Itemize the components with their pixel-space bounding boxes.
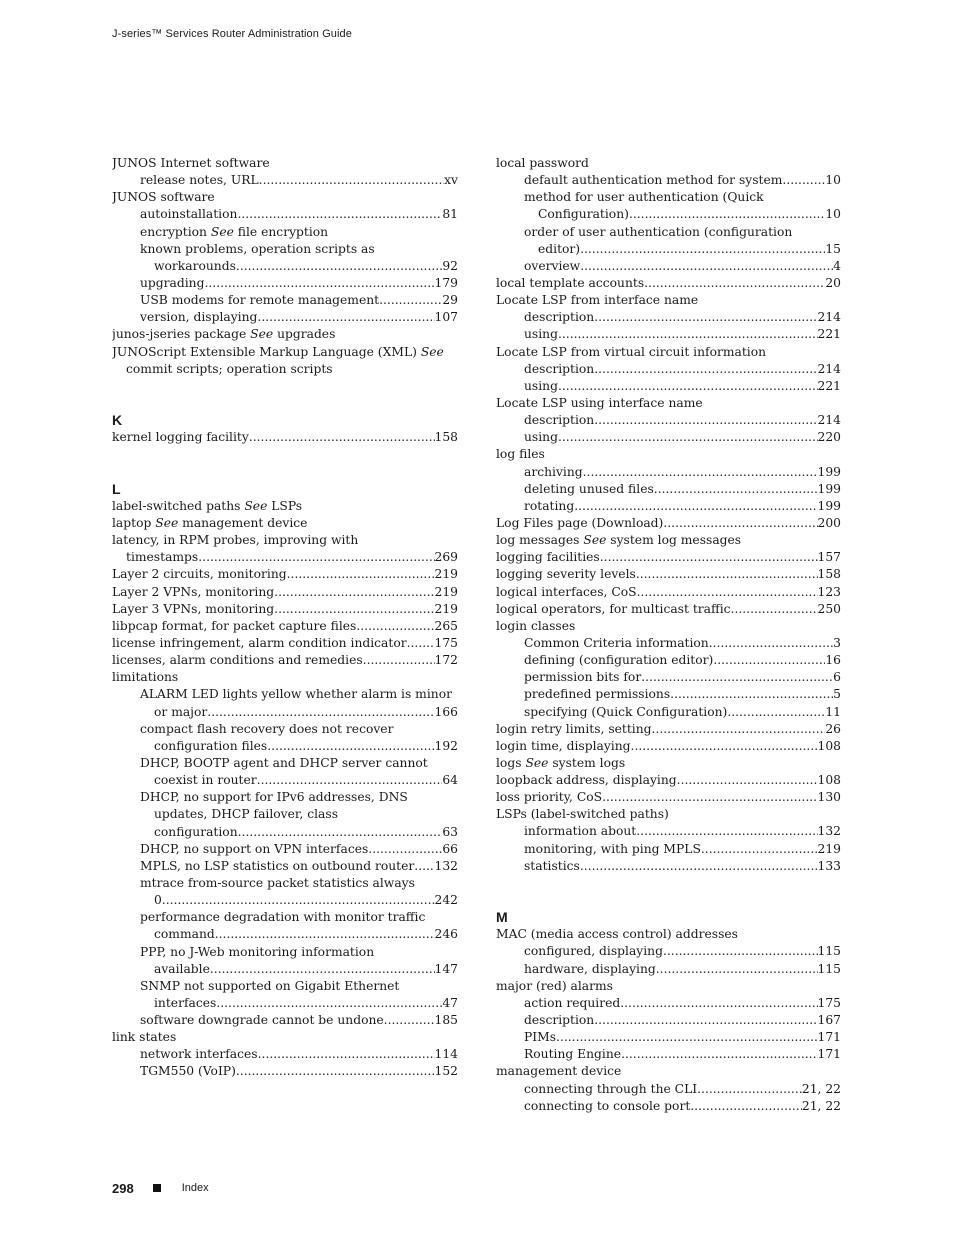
index-subentry: statistics ..... 133 xyxy=(496,858,841,875)
index-subentry: encryption See file encryption xyxy=(140,224,329,239)
index-subentry: Common Criteria information ..... 3 xyxy=(496,635,841,652)
index-entry: JUNOS Internet software xyxy=(112,156,270,170)
index-entry: junos-jseries package See upgrades xyxy=(112,327,336,342)
index-entry: major (red) alarms xyxy=(496,978,613,993)
index-subentry: ALARM LED lights yellow whether alarm is minor xyxy=(140,687,452,702)
index-subentry: using ..... 221 xyxy=(496,378,841,395)
index-subentry: release notes, URL ..... xv xyxy=(112,172,458,189)
index-entry: management device xyxy=(496,1064,622,1079)
index-entry: loss priority, CoS ..... 130 xyxy=(496,789,841,806)
index-subentry-continuation: updates, DHCP failover, class xyxy=(154,807,339,822)
index-subentry: Routing Engine ..... 171 xyxy=(496,1046,841,1063)
index-subentry: DHCP, BOOTP agent and DHCP server cannot xyxy=(140,755,428,770)
page-number: 298 xyxy=(112,1180,134,1196)
index-entry: latency, in RPM probes, improving with xyxy=(112,533,359,548)
index-entry: MAC (media access control) addresses xyxy=(496,927,738,942)
index-entry: link states xyxy=(112,1030,177,1045)
index-entry: label-switched paths See LSPs xyxy=(112,498,303,513)
index-entry: Log Files page (Download) ..... 200 xyxy=(496,515,841,532)
index-subentry: rotating ..... 199 xyxy=(496,498,841,515)
index-subentry-continuation: or major ..... 166 xyxy=(112,704,458,721)
index-subentry: description ..... 167 xyxy=(496,1012,841,1029)
index-subentry: description ..... 214 xyxy=(496,412,841,429)
index-subentry: autoinstallation ..... 81 xyxy=(112,206,458,223)
index-subentry: MPLS, no LSP statistics on outbound router ..... 132 xyxy=(112,858,458,875)
index-column-right xyxy=(496,155,841,1115)
index-subentry-continuation: configuration files ..... 192 xyxy=(112,738,458,755)
index-entry: log messages See system log messages xyxy=(496,533,742,548)
index-entry: logical operators, for multicast traffic ..... 250 xyxy=(496,601,841,618)
index-entry: Locate LSP using interface name xyxy=(496,395,703,410)
index-subentry: default authentication method for system ..... 10 xyxy=(496,172,841,189)
index-subentry: hardware, displaying ..... 115 xyxy=(496,961,841,978)
index-subentry: specifying (Quick Configuration) ..... 11 xyxy=(496,704,841,721)
index-subentry: mtrace from-source packet statistics always xyxy=(140,875,415,890)
index-subentry: compact flash recovery does not recover xyxy=(140,721,394,736)
index-subentry: software downgrade cannot be undone ..... 185 xyxy=(112,1012,458,1029)
index-entry: Layer 2 VPNs, monitoring ..... 219 xyxy=(112,584,458,601)
index-entry: JUNOS software xyxy=(112,190,215,205)
index-subentry: monitoring, with ping MPLS ..... 219 xyxy=(496,841,841,858)
running-header: J-series™ Services Router Administration Guide xyxy=(112,28,352,40)
index-entry: logical interfaces, CoS ..... 123 xyxy=(496,584,841,601)
index-entry: limitations xyxy=(112,670,179,685)
index-subentry-continuation: 0 ..... 242 xyxy=(112,892,458,909)
index-entry: LSPs (label-switched paths) xyxy=(496,807,669,822)
index-subentry: USB modems for remote management ..... 29 xyxy=(112,292,458,309)
index-entry: Layer 3 VPNs, monitoring ..... 219 xyxy=(112,601,458,618)
index-subentry: overview ..... 4 xyxy=(496,258,841,275)
index-subentry-continuation: available ..... 147 xyxy=(112,961,458,978)
index-subentry-continuation: coexist in router ..... 64 xyxy=(112,772,458,789)
index-letter-heading: L xyxy=(112,480,121,497)
index-entry: Locate LSP from interface name xyxy=(496,293,699,308)
index-subentry: information about ..... 132 xyxy=(496,823,841,840)
page-footer xyxy=(112,1178,209,1198)
index-entry: licenses, alarm conditions and remedies ..... 172 xyxy=(112,652,458,669)
index-subentry: method for user authentication (Quick xyxy=(524,190,764,205)
index-subentry-continuation: configuration ..... 63 xyxy=(112,824,458,841)
index-subentry: PIMs ..... 171 xyxy=(496,1029,841,1046)
index-subentry-continuation: interfaces ..... 47 xyxy=(112,995,458,1012)
index-entry: login classes xyxy=(496,618,576,633)
index-subentry: archiving ..... 199 xyxy=(496,464,841,481)
index-letter-heading: M xyxy=(496,909,508,926)
index-entry: login time, displaying ..... 108 xyxy=(496,738,841,755)
index-subentry: configured, displaying ..... 115 xyxy=(496,943,841,960)
index-subentry: description ..... 214 xyxy=(496,361,841,378)
index-subentry: using ..... 220 xyxy=(496,429,841,446)
index-subentry: deleting unused files ..... 199 xyxy=(496,481,841,498)
index-subentry: SNMP not supported on Gigabit Ethernet xyxy=(140,978,400,993)
index-subentry: DHCP, no support for IPv6 addresses, DNS xyxy=(140,790,408,805)
index-entry: kernel logging facility ..... 158 xyxy=(112,429,458,446)
index-entry: Locate LSP from virtual circuit information xyxy=(496,344,767,359)
index-subentry-continuation: command ..... 246 xyxy=(112,926,458,943)
index-entry: Layer 2 circuits, monitoring ..... 219 xyxy=(112,566,458,583)
index-subentry-continuation: editor) ..... 15 xyxy=(496,241,841,258)
index-subentry-continuation: workarounds ..... 92 xyxy=(112,258,458,275)
index-entry-continuation: timestamps ..... 269 xyxy=(112,549,458,566)
index-entry: logging facilities ..... 157 xyxy=(496,549,841,566)
index-subentry: network interfaces ..... 114 xyxy=(112,1046,458,1063)
index-letter-heading: K xyxy=(112,412,123,429)
index-entry: JUNOScript Extensible Markup Language (XML) See xyxy=(112,344,444,359)
index-subentry: connecting to console port ..... 21, 22 xyxy=(496,1098,841,1115)
index-subentry: version, displaying ..... 107 xyxy=(112,309,458,326)
index-subentry: performance degradation with monitor traffic xyxy=(140,910,426,925)
index-entry: loopback address, displaying ..... 108 xyxy=(496,772,841,789)
index-subentry: TGM550 (VoIP) ..... 152 xyxy=(112,1063,458,1080)
index-subentry: predefined permissions ..... 5 xyxy=(496,686,841,703)
index-subentry: DHCP, no support on VPN interfaces ..... 66 xyxy=(112,841,458,858)
index-entry: laptop See management device xyxy=(112,515,308,530)
index-subentry: PPP, no J-Web monitoring information xyxy=(140,944,375,959)
index-entry: logging severity levels ..... 158 xyxy=(496,566,841,583)
index-column-left xyxy=(112,155,458,1081)
footer-section-label: Index xyxy=(181,1182,209,1194)
index-subentry: description ..... 214 xyxy=(496,309,841,326)
index-subentry-continuation: Configuration) ..... 10 xyxy=(496,206,841,223)
index-entry: libpcap format, for packet capture files ..... 265 xyxy=(112,618,458,635)
index-entry: local template accounts ..... 20 xyxy=(496,275,841,292)
index-subentry: known problems, operation scripts as xyxy=(140,241,375,256)
index-subentry: defining (configuration editor) ..... 16 xyxy=(496,652,841,669)
index-entry: log files xyxy=(496,447,545,462)
index-subentry: using ..... 221 xyxy=(496,326,841,343)
index-subentry: permission bits for ..... 6 xyxy=(496,669,841,686)
index-subentry: connecting through the CLI ..... 21, 22 xyxy=(496,1081,841,1098)
index-entry: login retry limits, setting ..... 26 xyxy=(496,721,841,738)
index-subentry: upgrading ..... 179 xyxy=(112,275,458,292)
index-subentry: order of user authentication (configuration xyxy=(524,224,793,239)
index-entry: logs See system logs xyxy=(496,755,626,770)
index-entry-continuation: commit scripts; operation scripts xyxy=(126,361,333,376)
index-entry: license infringement, alarm condition indicator ..... 175 xyxy=(112,635,458,652)
square-bullet-icon xyxy=(153,1184,161,1192)
index-entry: local password xyxy=(496,156,589,170)
index-subentry: action required ..... 175 xyxy=(496,995,841,1012)
